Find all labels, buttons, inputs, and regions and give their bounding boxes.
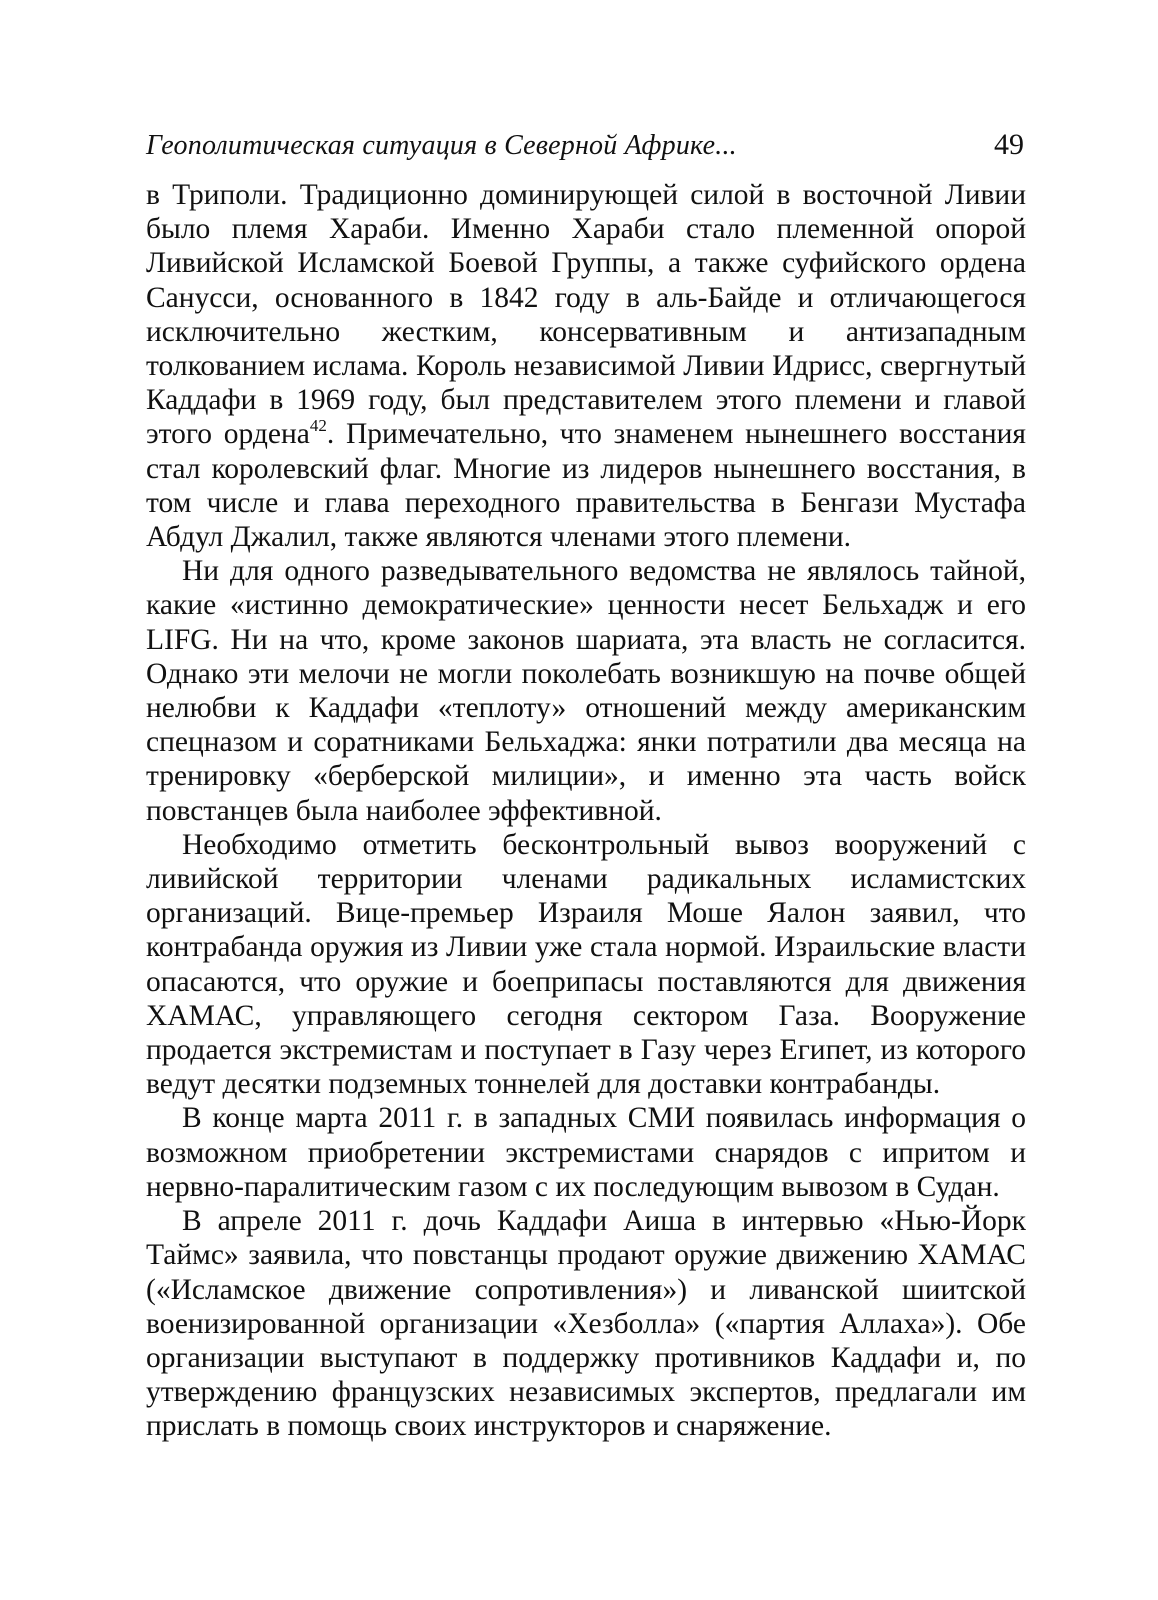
footnote-marker: 42 xyxy=(309,416,327,436)
paragraph: Ни для одного разведывательного ведомства не являлось тайной, какие «истинно демократические» ценности несет Бельхадж и его LIFG. Ни на что, кроме законов шариата, эта власть не согласится. Однако эти мелочи не могли поколебать возникшую на почве общей нелюбви к Каддафи «теплоту» отношений между американским спецназом и соратниками Бельхаджа: янки потратили два месяца на тренировку «берберской милиции», и именно эта часть войск повстанцев была наиболее эффективной. xyxy=(146,555,1026,827)
running-title: Геополитическая ситуация в Северной Африке... xyxy=(146,130,737,161)
paragraph: В конце марта 2011 г. в западных СМИ появилась информация о возможном приобретении экстремистами снарядов с ипритом и нервно-паралитическим газом с их последующим вывозом в Судан. xyxy=(146,1102,1026,1203)
paragraph-text: в Триполи. Традиционно доминирующей силой в восточной Ливии было племя Хараби. Именно Хараби стало племенной опорой Ливийской Исламской Боевой Группы, а также суфийского ордена Санусси, основанного в 1842 году в аль-Байде и отличающегося исключительно жестким, консервативным и антизападным толкованием ислама. Король независимой Ливии Идрисс, свергнутый Каддафи в 1969 году, был представителем этого племени и главой этого ордена xyxy=(146,179,1026,451)
body-text xyxy=(146,178,1026,1444)
running-header xyxy=(146,128,1026,172)
paragraph: В апреле 2011 г. дочь Каддафи Аиша в интервью «Нью-Йорк Таймс» заявила, что повстанцы продают оружие движению ХАМАС («Исламское движение сопротивления») и ливанской шиитской военизированной организации «Хезболла» («партия Аллаха»). Обе организации выступают в поддержку противников Каддафи и, по утверждению французских независимых экспертов, предлагали им прислать в помощь своих инструкторов и снаряжение. xyxy=(146,1205,1026,1443)
paragraph: Необходимо отметить бесконтрольный вывоз вооружений с ливийской территории членами радикальных исламистских организаций. Вице-премьер Израиля Моше Яалон заявил, что контрабанда оружия из Ливии уже стала нормой. Израильские власти опасаются, что оружие и боеприпасы поставляются для движения ХАМАС, управляющего сегодня сектором Газа. Вооружение продается экстремистам и поступает в Газу через Египет, из которого ведут десятки подземных тоннелей для доставки контрабанды. xyxy=(146,828,1026,1101)
paragraph-continuation xyxy=(146,178,1026,554)
page-number: 49 xyxy=(994,128,1024,161)
paragraph-text: . Примечательно, что знаменем нынешнего восстания стал королевский флаг. Многие из лидеров нынешнего восстания, в том числе и глава переходного правительства в Бенгази Мустафа Абдул Джалил, также являются членами этого племени. xyxy=(146,418,1026,554)
book-page xyxy=(146,128,1026,1444)
